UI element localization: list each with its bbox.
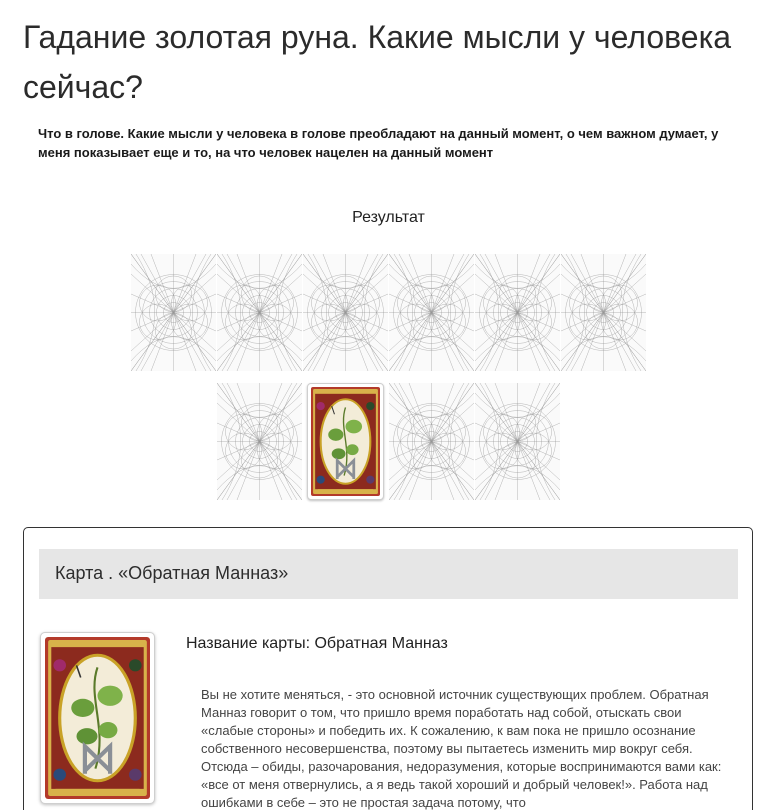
card-panel-title: Карта . «Обратная Манназ» — [55, 563, 289, 583]
page-title: Гадание золотая руна. Какие мысли у человека сейчас? — [23, 19, 732, 105]
card-back-7[interactable] — [217, 383, 302, 500]
card-detail-panel — [23, 527, 753, 810]
card-description: Вы не хотите меняться, - это основной источник существующих проблем. Обратная Манназ говорит о том, что пришло время поработать над собой, отыскать свои «слабые стороны» и победить их. К сожалению, к вам пока не пришло осознание собственного несовершенства, поэтому вы пытаетесь изменить мир вокруг себя. Отсюда – обиды, разочарования, недоразумения, которые воспринимаются вами как: «все от меня отвернулись, а я ведь такой хороший и добрый человек!». Работа над ошибками в себе – это не простая задача потому, что — [201, 687, 722, 810]
card-back-5[interactable] — [475, 254, 560, 371]
card-back-6[interactable] — [561, 254, 646, 371]
intro-text: Что в голове. Какие мысли у человека в голове преобладают на данный момент, о чем важном думает, у меня показывает еще и то, на что человек нацелен на данный момент — [38, 126, 719, 160]
revealed-card-mannaz[interactable] — [307, 383, 384, 500]
card-name: Название карты: Обратная Манназ — [186, 635, 448, 652]
card-back-1[interactable] — [131, 254, 216, 371]
card-back-3[interactable] — [303, 254, 388, 371]
result-label: Результат — [352, 209, 425, 226]
card-detail-image — [40, 632, 155, 804]
card-panel-header — [39, 549, 738, 599]
card-back-2[interactable] — [217, 254, 302, 371]
mannaz-card-image — [311, 387, 380, 496]
card-back-4[interactable] — [389, 254, 474, 371]
card-back-9[interactable] — [475, 383, 560, 500]
card-back-8[interactable] — [389, 383, 474, 500]
mannaz-card-large-image — [45, 637, 150, 799]
